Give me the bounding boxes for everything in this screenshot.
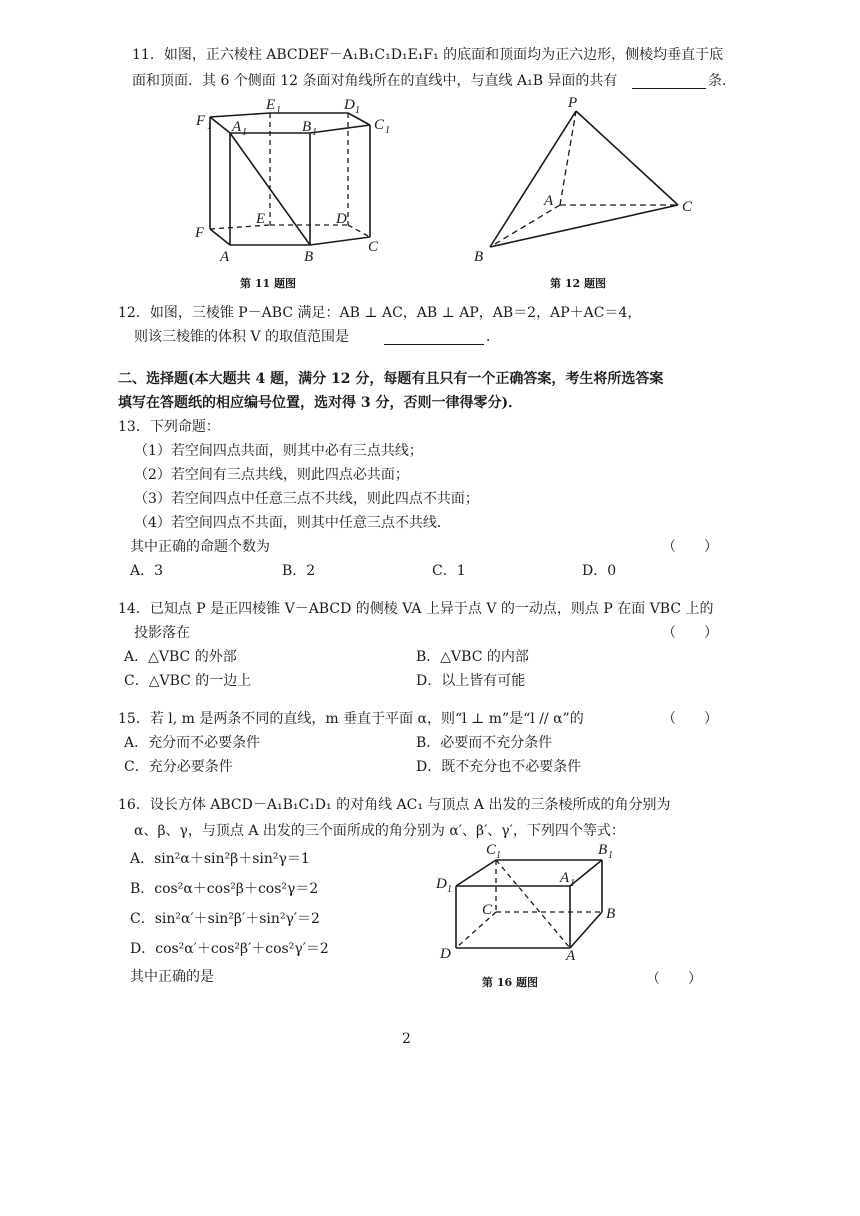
q11-edge-b1c1 [310,125,370,133]
q12-edge-pc [576,111,678,205]
q13-stem: 13．下列命题： [118,419,220,435]
q12-tetrahedron-figure [470,95,710,270]
q13-option-c[interactable]: C．1 [432,563,466,579]
q15-option-b[interactable]: B．必要而不充分条件 [416,735,553,751]
q11-label-e1-sub: 1 [276,105,281,116]
q13-option-b[interactable]: B．2 [282,563,316,579]
q16-line2: α、β、γ，与顶点 A 出发的三个面所成的角分别为 α′、β′、γ′，下列四个等式： [134,823,625,839]
q13-question: 其中正确的命题个数为 [130,539,270,555]
q12-tail: ． [486,329,500,345]
q11-label-f: F [195,225,205,241]
q15-answer-paren[interactable]: （ ） [662,711,718,727]
q11-tail: 条． [708,73,736,89]
q16-label-c: C [482,902,493,918]
q11-label-d: D [336,211,347,227]
q11-label-d1: D [344,97,355,113]
q11-answer-blank[interactable] [632,88,706,89]
q12-line1: 12．如图，三棱锥 P－ABC 满足：AB ⊥ AC，AB ⊥ AP，AB＝2，AP＋AC＝4， [118,305,642,321]
q16-label-d: D [440,946,451,962]
q16-label-b1-sub: 1 [608,850,613,861]
q16-line1: 16．设长方体 ABCD－A₁B₁C₁D₁ 的对角线 AC₁ 与顶点 A 出发的三条棱所成的角分别为 [118,797,671,813]
q13-answer-paren[interactable]: （ ） [662,539,718,555]
q12-label-c: C [682,199,693,215]
q16-label-d1: D [436,876,447,892]
q11-label-e: E [256,211,266,227]
q11-hexagonal-prism-figure [190,95,430,270]
q16-label-a1: A [560,870,570,886]
q15-option-a[interactable]: A．充分而不必要条件 [124,735,261,751]
section2-heading-line2: 填写在答题纸的相应编号位置，选对得 3 分，否则一律得零分)． [118,395,523,411]
q14-option-a[interactable]: A．△VBC 的外部 [124,649,237,665]
q11-label-d1-sub: 1 [355,105,360,116]
page-number: 2 [402,1031,411,1047]
q11-label-b1-sub: 1 [312,127,317,138]
q12-label-p: P [568,95,578,111]
q16-label-b1: B [598,842,608,858]
q16-label-c1: C [486,842,497,858]
q11-line2: 面和顶面．其 6 个侧面 12 条面对角线所在的直线中，与直线 A₁B 异面的共有 [132,73,618,89]
q14-option-d[interactable]: D．以上皆有可能 [416,673,526,689]
q16-question: 其中正确的是 [130,969,214,985]
q16-label-b: B [606,906,616,922]
q11-edge-f1a1 [210,117,230,133]
q13-option-a[interactable]: A．3 [130,563,164,579]
q15-line1: 15．若 l, m 是两条不同的直线，m 垂直于平面 α，则“l ⊥ m”是“l // α”的 [118,711,584,727]
q16-label-c1-sub: 1 [496,850,501,861]
q14-line2: 投影落在 [134,625,190,641]
q16-caption: 第 16 题图 [482,976,538,989]
q11-edge-fa [210,229,230,245]
q12-edge-pb [490,111,576,247]
q16-edge-ba [570,912,602,948]
q11-label-a1-sub: 1 [242,127,247,138]
q13-item-2: （2）若空间有三点共线，则此四点必共面； [134,467,409,483]
q16-cuboid-figure [430,836,630,966]
q12-label-a: A [544,193,554,209]
q11-line1: 11．如图，正六棱柱 ABCDEF－A₁B₁C₁D₁E₁F₁ 的底面和顶面均为正六边形，侧棱均垂直于底 [132,47,724,63]
q16-label-d1-sub: 1 [447,884,452,895]
q12-label-b: B [474,249,484,265]
q16-edge-d1c1 [456,860,496,886]
q11-label-f1: F [196,113,206,129]
q14-option-c[interactable]: C．△VBC 的一边上 [124,673,252,689]
q11-label-c1: C [374,117,385,133]
q14-option-b[interactable]: B．△VBC 的内部 [416,649,529,665]
q13-item-1: （1）若空间四点共面，则其中必有三点共线； [134,443,423,459]
q16-option-c[interactable]: C．sin²α′＋sin²β′＋sin²γ′＝2 [130,911,320,927]
q12-edge-bc [490,205,678,247]
q14-line1: 14．已知点 P 是正四棱锥 V－ABCD 的侧棱 VA 上异于点 V 的一动点，则点 P 在面 VBC 上的 [118,601,714,617]
q14-answer-paren[interactable]: （ ） [662,625,718,641]
q16-label-a: A [566,948,576,964]
q11-edge-e1f1 [210,113,270,117]
q11-label-a1: A [232,119,242,135]
q11-edge-bc [310,237,370,245]
q16-option-a[interactable]: A．sin²α＋sin²β＋sin²γ＝1 [130,851,310,867]
q11-hidden-edge-dc [348,225,370,237]
q11-label-e1: E [266,97,276,113]
q12-caption: 第 12 题图 [550,277,606,290]
section2-heading-line1: 二、选择题(本大题共 4 题，满分 12 分，每题有且只有一个正确答案，考生将所选答案 [118,371,664,387]
q12-answer-blank[interactable] [384,344,484,345]
q11-label-c1-sub: 1 [385,125,390,136]
q12-hidden-edge-ab [490,205,560,247]
q13-item-3: （3）若空间四点中任意三点不共线，则此四点不共面； [134,491,479,507]
q13-item-4: （4）若空间四点不共面，则其中任意三点不共线． [134,515,451,531]
q11-label-b: B [304,249,314,265]
q13-option-d[interactable]: D．0 [582,563,617,579]
q16-answer-paren[interactable]: （ ） [646,971,702,987]
q16-label-a1-sub: 1 [570,878,575,889]
q16-option-b[interactable]: B．cos²α＋cos²β＋cos²γ＝2 [130,881,319,897]
q11-label-f1-sub: 1 [207,121,212,132]
q12-line2: 则该三棱锥的体积 V 的取值范围是 [134,329,350,345]
q16-option-d[interactable]: D．cos²α′＋cos²β′＋cos²γ′＝2 [130,941,329,957]
q11-label-b1: B [302,119,312,135]
q11-caption: 第 11 题图 [240,277,296,290]
q15-option-c[interactable]: C．充分必要条件 [124,759,233,775]
q15-option-d[interactable]: D．既不充分也不必要条件 [416,759,582,775]
q11-label-c: C [368,239,379,255]
q16-hidden-diagonal-c1a [496,860,570,948]
q11-label-a: A [220,249,230,265]
